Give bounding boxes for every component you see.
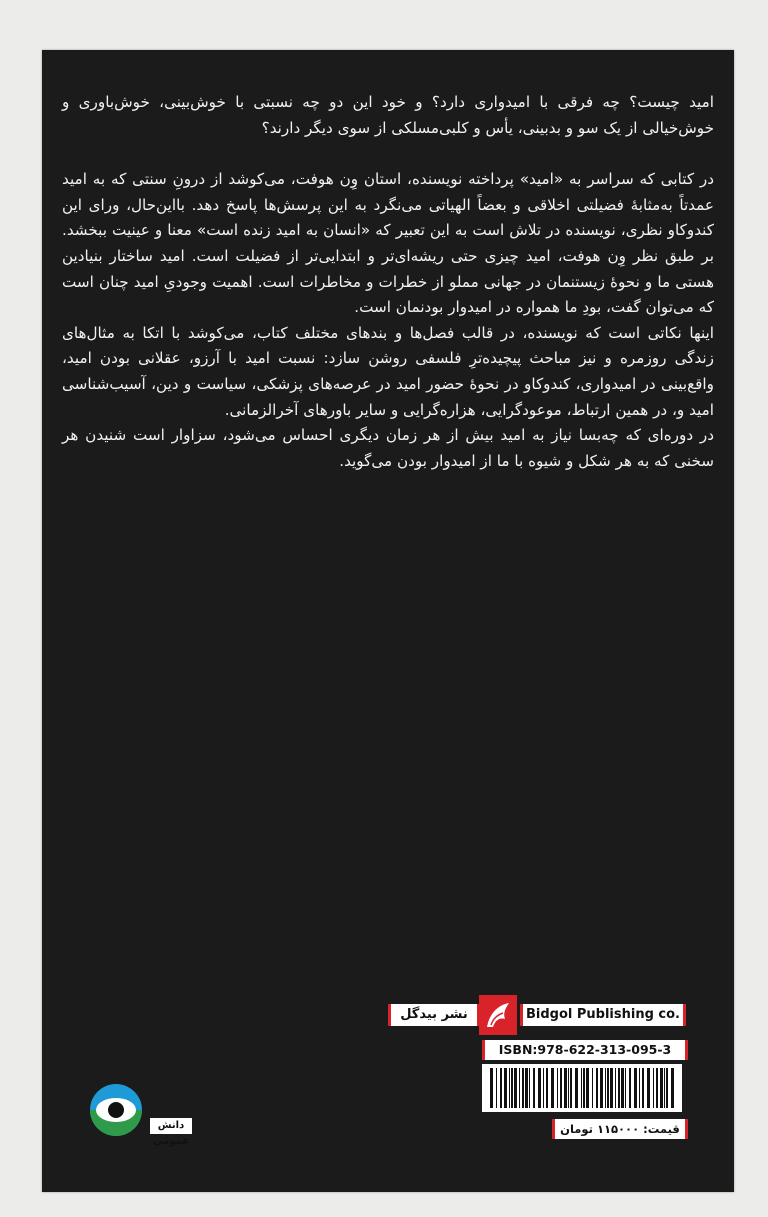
publisher-logo-icon [479, 995, 517, 1035]
barcode [482, 1064, 682, 1112]
price-label: قیمت: ۱۱۵۰۰۰ تومان [552, 1119, 688, 1139]
blurb [62, 90, 714, 474]
isbn-label: ISBN:978-622-313-095-3 [482, 1040, 688, 1060]
eye-logo-icon [90, 1084, 142, 1136]
category-label: دانش عمومی [150, 1118, 192, 1134]
blurb-paragraph-4: در دوره‌ای که چه‌بسا نیاز به امید بیش از هر زمان دیگری احساس می‌شود، سزاوار است شنیدن هر سخنی که به هر شکل و شیوه با ما از امیدوار بودن می‌گوید. [62, 426, 714, 470]
publisher-name-fa: نشر بیدگل [388, 1004, 480, 1026]
blurb-paragraph-3: اینها نکاتی است که نویسنده، در قالب فصل‌ها و بندهای مختلف کتاب، می‌کوشد با اتکا به مثال‌های زندگی روزمره و نیز مباحث پیچیده‌ترِ فلسفی روشن سازد: نسبت امید با آرزو، عقلانی بودن امید، واقع‌بینی در امیدواری، کندوکاو در نحوهٔ حضور امید در عرصه‌های پزشکی، سیاست و دین، آسیب‌شناسی امید و، در همین ارتباط، موعودگرایی، هزاره‌گرایی و سایر باورهای آخرالزمانی. [62, 323, 714, 419]
blurb-paragraph-1: امید چیست؟ چه فرقی با امیدواری دارد؟ و خود این دو چه نسبتی با خوش‌بینی، خوش‌باوری و خوش‌خیالی از یک سو و بدبینی، یأس و کلبی‌مسلکی از سوی دیگر دارند؟ [62, 93, 714, 137]
publisher-name-en: Bidgol Publishing co. [520, 1004, 686, 1026]
blurb-paragraph-2: در کتابی که سراسر به «امید» پرداخته نویسنده، استان وِن هوفت، می‌کوشد از درونِ سنتی که به امید عمدتاً به‌مثابهٔ فضیلتی اخلاقی و بعضاً الهیاتی می‌نگرد به این پرسش‌ها پاسخ دهد. با‌این‌حال، ورای این کندوکاو نظری، نویسنده در تلاش است به این تعبیر که «انسان به امید زنده است» معنا و عینیت ببخشد. بر طبق نظر وِن هوفت، امید چیزی حتی ریشه‌ای‌تر و ابتدایی‌تر از فضیلت است. امید ساختار بنیادین هستی ما و نحوهٔ زیستنمان در جهانی مملو از خطرات و مخاطرات است. اهمیت وجودیِ امید چنان است که می‌توان گفت، بودِ ما همواره در امیدوار بودنمان است. [62, 170, 714, 317]
